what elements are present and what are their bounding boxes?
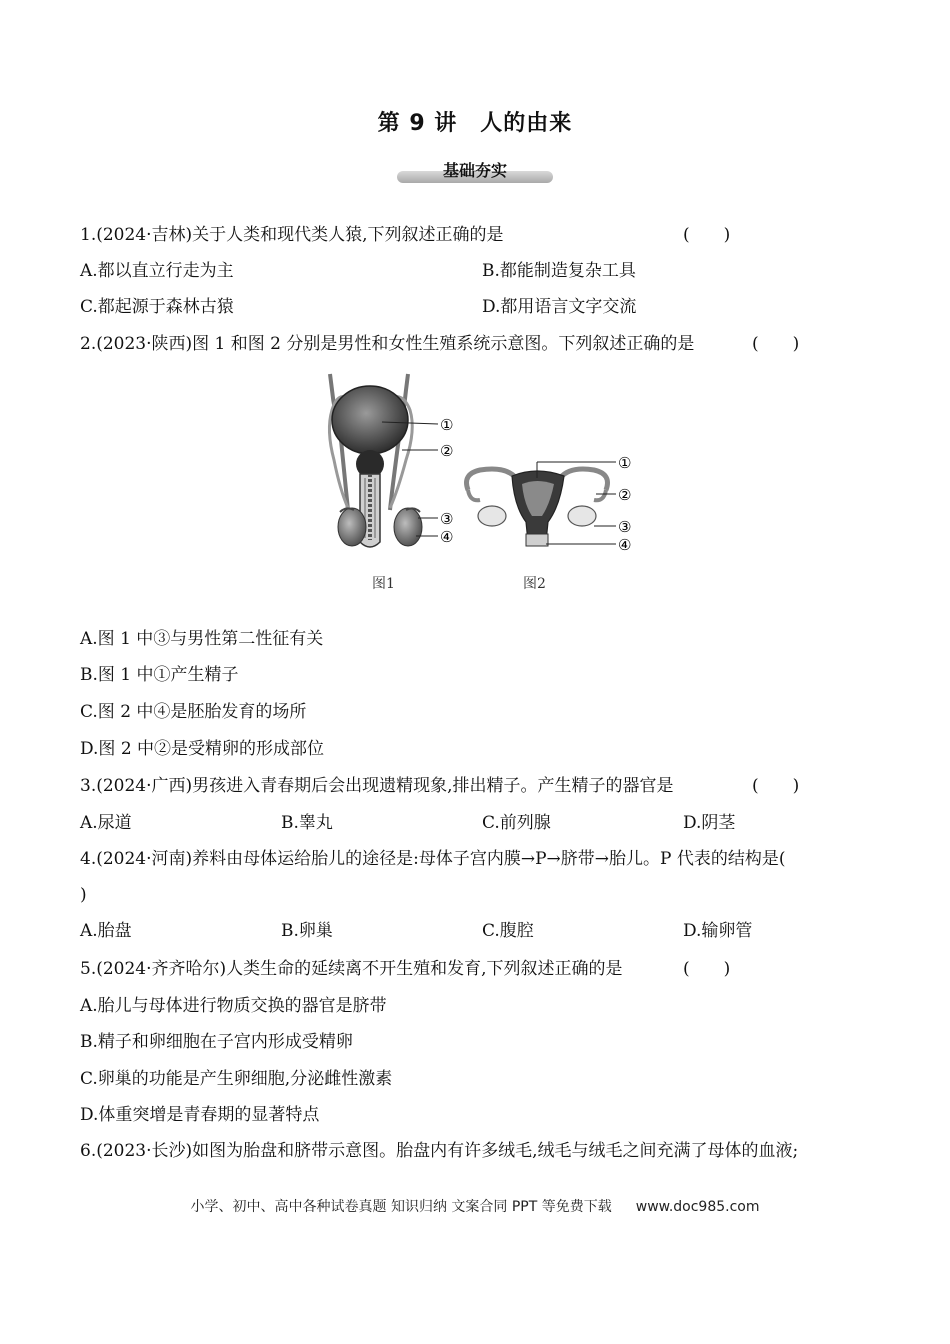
fig1-label-2: ② bbox=[440, 442, 454, 460]
footer-url-link[interactable]: www.doc985.com bbox=[635, 1199, 760, 1215]
question-5-option-d: D.体重突增是青春期的显著特点 bbox=[80, 1105, 320, 1125]
question-2-option-d: D.图 2 中②是受精卵的形成部位 bbox=[80, 739, 325, 759]
fig1-label-3: ③ bbox=[440, 510, 454, 528]
question-1-option-d: D.都用语言文字交流 bbox=[482, 297, 637, 317]
fig2-caption: 图2 bbox=[523, 576, 546, 592]
female-system-drawing bbox=[467, 462, 617, 546]
question-1-answer-paren: ( ) bbox=[683, 225, 731, 245]
reproductive-system-figure bbox=[320, 370, 650, 600]
fig2-label-1: ① bbox=[618, 454, 632, 472]
section-tag-label: 基础夯实 bbox=[442, 161, 507, 180]
fig2-label-2: ② bbox=[618, 486, 632, 504]
question-3-answer-paren: ( ) bbox=[752, 776, 800, 796]
fig1-caption: 图1 bbox=[372, 576, 395, 592]
page-footer bbox=[0, 1196, 950, 1216]
question-2-option-a: A.图 1 中③与男性第二性征有关 bbox=[80, 629, 324, 649]
question-1-option-a: A.都以直立行走为主 bbox=[80, 261, 234, 281]
question-4-option-a: A.胎盘 bbox=[80, 921, 132, 941]
question-5-option-a: A.胎儿与母体进行物质交换的器官是脐带 bbox=[80, 996, 387, 1016]
question-1-option-c: C.都起源于森林古猿 bbox=[80, 297, 234, 317]
question-4-option-b: B.卵巢 bbox=[281, 921, 333, 941]
question-2-stem: 2.(2023·陕西)图 1 和图 2 分别是男性和女性生殖系统示意图。下列叙述正确的是 bbox=[80, 334, 695, 354]
question-5-option-c: C.卵巢的功能是产生卵细胞,分泌雌性激素 bbox=[80, 1069, 393, 1089]
question-1-stem: 1.(2024·吉林)关于人类和现代类人猿,下列叙述正确的是 bbox=[80, 225, 504, 245]
question-5-answer-paren: ( ) bbox=[683, 959, 731, 979]
question-6-stem: 6.(2023·长沙)如图为胎盘和脐带示意图。胎盘内有许多绒毛,绒毛与绒毛之间充满了母体的血液; bbox=[80, 1141, 799, 1161]
question-4-option-c: C.腹腔 bbox=[482, 921, 534, 941]
question-3-option-d: D.阴茎 bbox=[683, 813, 736, 833]
question-2-answer-paren: ( ) bbox=[752, 334, 800, 354]
male-system-drawing bbox=[329, 374, 438, 547]
question-4-stem-continuation: ) bbox=[80, 885, 87, 905]
question-3-option-b: B.睾丸 bbox=[281, 813, 333, 833]
question-2-option-c: C.图 2 中④是胚胎发育的场所 bbox=[80, 702, 307, 722]
question-4-stem: 4.(2024·河南)养料由母体运给胎儿的途径是:母体子宫内膜→P→脐带→胎儿。P 代表的结构是( bbox=[80, 849, 786, 869]
footer-text: 小学、初中、高中各种试卷真题 知识归纳 文案合同 PPT 等免费下载 bbox=[190, 1199, 612, 1215]
question-3-stem: 3.(2024·广西)男孩进入青春期后会出现遗精现象,排出精子。产生精子的器官是 bbox=[80, 776, 674, 796]
question-1-option-b: B.都能制造复杂工具 bbox=[482, 261, 636, 281]
fig1-label-1: ① bbox=[440, 416, 454, 434]
question-3-option-c: C.前列腺 bbox=[482, 813, 551, 833]
reproductive-diagram-svg bbox=[320, 370, 650, 600]
fig2-label-4: ④ bbox=[618, 536, 632, 554]
section-tag bbox=[397, 158, 553, 184]
question-4-option-d: D.输卵管 bbox=[683, 921, 753, 941]
question-3-option-a: A.尿道 bbox=[80, 813, 132, 833]
fig2-label-3: ③ bbox=[618, 518, 632, 536]
question-5-stem: 5.(2024·齐齐哈尔)人类生命的延续离不开生殖和发育,下列叙述正确的是 bbox=[80, 959, 623, 979]
fig1-label-4: ④ bbox=[440, 528, 454, 546]
question-5-option-b: B.精子和卵细胞在子宫内形成受精卵 bbox=[80, 1032, 353, 1052]
page-title: 第 9 讲 人的由来 bbox=[377, 111, 573, 136]
question-2-option-b: B.图 1 中①产生精子 bbox=[80, 665, 239, 685]
